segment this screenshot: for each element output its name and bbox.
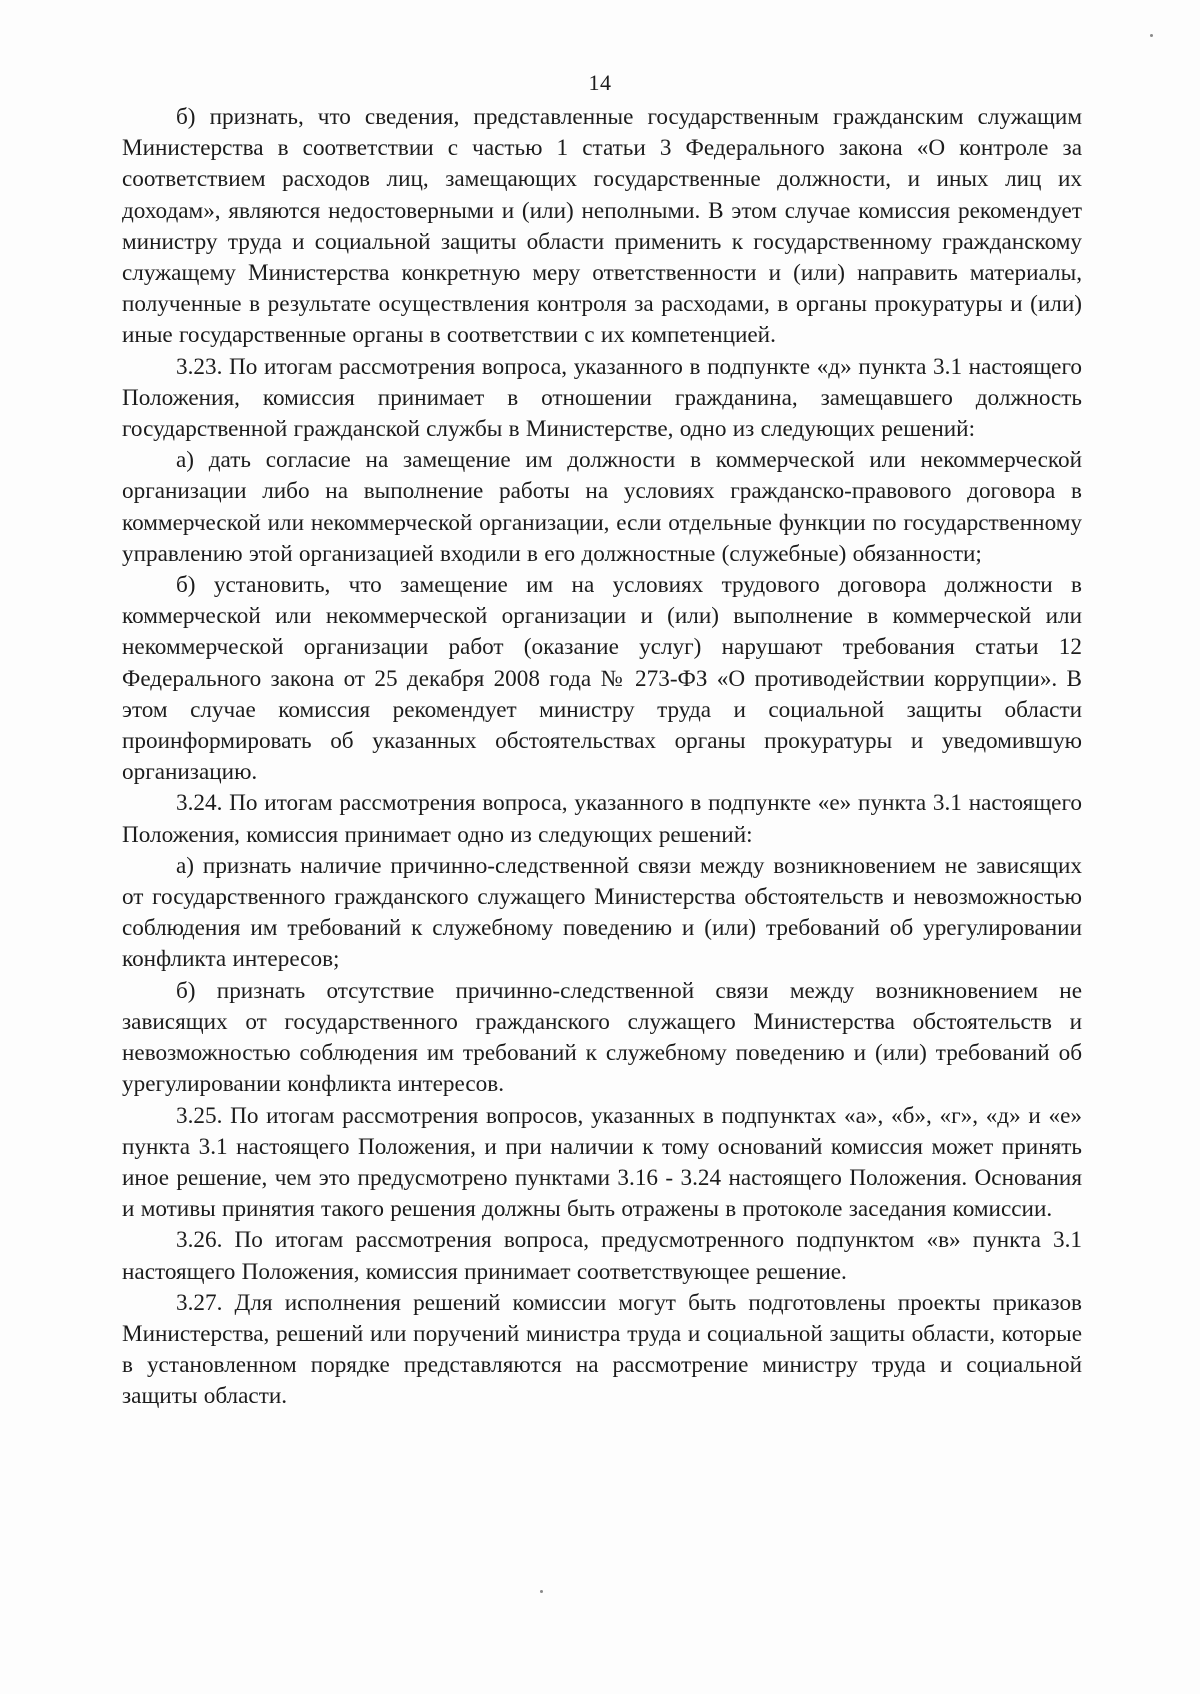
paragraph-3-23: 3.23. По итогам рассмотрения вопроса, указанного в подпункте «д» пункта 3.1 настоящего Положения, комиссия принимает в отношении гражданина, замещавшего должность государственной гражданской службы в Министерстве, одно из следующих решений: — [122, 353, 1082, 443]
scan-speck — [1150, 34, 1153, 37]
paragraph-3-22-b: б) признать, что сведения, представленные государственным гражданским служащим Министерства в соответствии с частью 1 статьи 3 Федерального закона «О контроле за соответствием расходов лиц, замещающих государственные должности, и иных лиц их доходам», являются недостоверными и (или) неполными. В этом случае комиссия рекомендует министру труда и социальной защиты области применить к государственному гражданскому служащему Министерства конкретную меру ответственности и (или) направить материалы, полученные в результате осуществления контроля за расходами, в органы прокуратуры и (или) иные государственные органы в соответствии с их компетенцией. — [122, 104, 1082, 349]
paragraph-3-24: 3.24. По итогам рассмотрения вопроса, указанного в подпункте «е» пункта 3.1 настоящего Положения, комиссия принимает одно из следующих решений: — [122, 790, 1082, 848]
paragraph-3-25: 3.25. По итогам рассмотрения вопросов, указанных в подпунктах «а», «б», «г», «д» и «е» пункта 3.1 настоящего Положения, и при наличии к тому оснований комиссия может принять иное решение, чем это предусмотрено пунктами 3.16 - 3.24 настоящего Положения. Основания и мотивы принятия такого решения должны быть отражены в протоколе заседания комиссии. — [122, 1102, 1082, 1223]
paragraph-3-24-b: б) признать отсутствие причинно-следственной связи между возникновением не зависящих от государственного гражданского служащего Министерства обстоятельств и невозможностью соблюдения им требований к служебному поведению и (или) требований об урегулировании конфликта интересов. — [122, 977, 1082, 1098]
document-body — [122, 102, 1082, 1413]
paragraph-3-23-a: а) дать согласие на замещение им должности в коммерческой или некоммерческой организации либо на выполнение работы на условиях гражданско-правового договора в коммерческой или некоммерческой организации, если отдельные функции по государственному управлению этой организацией входили в его должностные (служебные) обязанности; — [122, 447, 1082, 567]
paragraph-3-23-b: б) установить, что замещение им на условиях трудового договора должности в коммерческой или некоммерческой организации и (или) выполнение в коммерческой или некоммерческой организации работ (оказание услуг) нарушают требования статьи 12 Федерального закона от 25 декабря 2008 года № 273-ФЗ «О противодействии коррупции». В этом случае комиссия рекомендует министру труда и социальной защиты области проинформировать об указанных обстоятельствах органы прокуратуры и уведомившую организацию. — [122, 572, 1082, 786]
page-number: 14 — [588, 70, 612, 95]
scan-speck — [540, 1590, 543, 1593]
paragraph-3-27: 3.27. Для исполнения решений комиссии могут быть подготовлены проекты приказов Министерства, решений или поручений министра труда и социальной защиты области, которые в установленном порядке представляются на рассмотрение министру труда и социальной защиты области. — [122, 1289, 1082, 1410]
paragraph-3-24-a: а) признать наличие причинно-следственной связи между возникновением не зависящих от государственного гражданского служащего Министерства обстоятельств и невозможностью соблюдения им требований к служебному поведению и (или) требований об урегулировании конфликта интересов; — [122, 852, 1082, 973]
paragraph-3-26: 3.26. По итогам рассмотрения вопроса, предусмотренного подпунктом «в» пункта 3.1 настоящего Положения, комиссия принимает соответствующее решение. — [122, 1227, 1082, 1285]
